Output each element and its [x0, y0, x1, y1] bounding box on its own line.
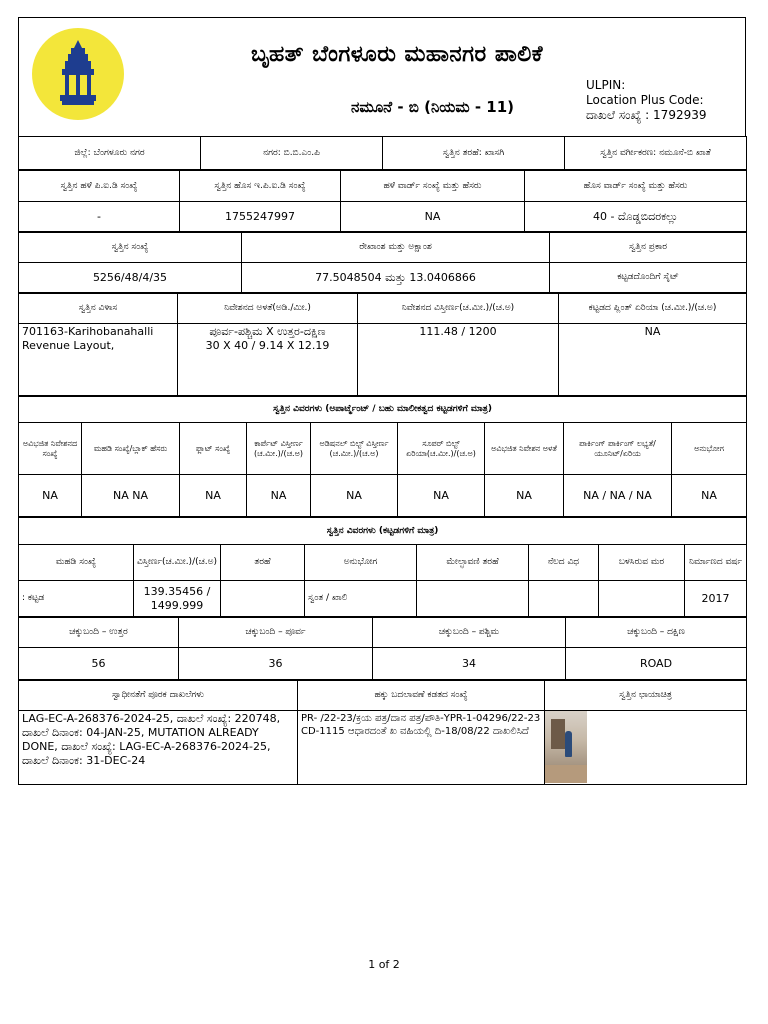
apt-value-floor-block: NA NA: [82, 475, 180, 517]
boundary-south-value: ROAD: [566, 648, 747, 680]
page-title: ಬೃಹತ್ ಬೆಂಗಳೂರು ಮಹಾನಗರ ಪಾಲಿಕೆ: [251, 42, 544, 67]
coordinates-header: ರೇಖಾಂಶ ಮತ್ತು ಅಕ್ಷಾಂಶ: [242, 233, 550, 263]
classification-cell: ಸ್ವತ್ತಿನ ವರ್ಗೀಕರಣ: ನಮೂನೆ-ಬಿ ಖಾತೆ: [565, 137, 747, 170]
property-type-cell: ಸ್ವತ್ತಿನ ತರಹೆ: ಖಾಸಗಿ: [383, 137, 565, 170]
apt-value-parking: NA / NA / NA: [564, 475, 672, 517]
plinth-area-value: NA: [559, 324, 747, 396]
apt-value-super-built: NA: [398, 475, 485, 517]
property-number-table: [18, 232, 747, 293]
old-pid-header: ಸ್ವತ್ತಿನ ಹಳೆ ಪಿ.ಐ.ಡಿ ಸಂಖ್ಯೆ: [19, 171, 180, 202]
page-number: 1 of 2: [368, 958, 400, 971]
documents-table: [18, 680, 747, 785]
ulpin-label: ULPIN:: [586, 78, 626, 92]
new-ward-value: 40 - ದೊಡ್ಡಬಿದರಕಲ್ಲು: [525, 202, 747, 232]
bld-value-roof: [417, 581, 529, 617]
property-photo-header: ಸ್ವತ್ತಿನ ಛಾಯಾಚಿತ್ರ: [545, 681, 747, 711]
apt-header-usage: ಅನುಭೋಗ: [672, 423, 747, 475]
location-plus-code-label: Location Plus Code:: [586, 93, 704, 107]
plinth-area-header: ಕಟ್ಟಡದ ಪ್ಲಿಂತ್ ಏರಿಯಾ (ಚ.ಮೀ.)/(ಚ.ಅ): [559, 294, 747, 324]
property-number-value: 5256/48/4/35: [19, 263, 242, 293]
boundary-west-value: 34: [373, 648, 566, 680]
apt-header-parking: ಪಾರ್ಕಿಂಗ್ ಪಾರ್ಕಿಂಗ್ ಲಭ್ಯತೆ/ಯೂನಿಟ್/ಏರಿಯ: [564, 423, 672, 475]
document-header: [18, 17, 746, 136]
apt-value-undivided-share: NA: [485, 475, 564, 517]
old-ward-value: NA: [341, 202, 525, 232]
site-area-value: 111.48 / 1200: [358, 324, 559, 396]
mutation-file-value: PR- /22-23/ಕ್ರಯ ಪತ್ರ/ದಾನ ಪತ್ರ/ಪೌತಿ-YPR-1-04296/22-23 CD-1115 ಆಧಾರದಂತೆ ಖ ವಹಿಯಲ್ಲಿ ದಿ-18/08/22 ದಾಖಲಿಸಿದೆ: [298, 711, 545, 785]
property-number-header: ಸ್ವತ್ತಿನ ಸಂಖ್ಯೆ: [19, 233, 242, 263]
dimension-measurements: 30 X 40 / 9.14 X 12.19: [205, 339, 330, 352]
building-section-title: ಸ್ವತ್ತಿನ ವಿವರಗಳು (ಕಟ್ಟಡಗಳಿಗೆ ಮಾತ್ರ): [19, 518, 747, 545]
possession-docs-value: LAG-EC-A-268376-2024-25, ದಾಖಲೆ ಸಂಖ್ಯೆ: 220748, ದಾಖಲೆ ದಿನಾಂಕ: 04-JAN-25, MUTATION ALREADY DONE, ದಾಖಲೆ ಸಂಖ್ಯೆ: LAG-EC-A-268376-2024-25, ದಾಖಲೆ ದಿನಾಂಕ: 31-DEC-24: [19, 711, 298, 785]
boundaries-table: [18, 617, 747, 680]
apt-value-carpet-area: NA: [247, 475, 311, 517]
bld-header-floor-type: ನೆಲದ ವಿಧ: [529, 545, 599, 581]
site-dimension-header: ನಿವೇಶನದ ಅಳತೆ(ಅಡಿ./ಮೀ.): [178, 294, 358, 324]
apt-value-additional-built: NA: [311, 475, 398, 517]
bld-value-floor: : ಕಟ್ಟಡ: [19, 581, 134, 617]
bld-value-wood: [599, 581, 685, 617]
district-cell: ಜಿಲ್ಲೆ: ಬೆಂಗಳೂರು ನಗರ: [19, 137, 201, 170]
new-ward-header: ಹೊಸ ವಾರ್ಡ್ ಸಂಖ್ಯೆ ಮತ್ತು ಹೆಸರು: [525, 171, 747, 202]
bbmp-logo: [32, 28, 124, 120]
bld-value-floor-type: [529, 581, 599, 617]
old-pid-value: -: [19, 202, 180, 232]
location-table: [18, 136, 747, 170]
property-photo: [545, 711, 587, 783]
apt-header-undivided-site-no: ಅವಿಭಜಿತ ನಿವೇಶನದ ಸಂಖ್ಯೆ: [19, 423, 82, 475]
site-table: [18, 293, 747, 396]
apt-value-usage: NA: [672, 475, 747, 517]
apt-header-super-built: ಸೂಪರ್ ಬಿಲ್ಟ್ ಏರಿಯಾ(ಚ.ಮೀ.)/(ಚ.ಅ): [398, 423, 485, 475]
apartment-section-title: ಸ್ವತ್ತಿನ ವಿವರಗಳು (ಅಪಾರ್ಟ್ಮೆಂಟ್ / ಬಹು ಮಾಲೀಕತ್ವದ ಕಟ್ಟಡಗಳಿಗೆ ಮಾತ್ರ): [19, 397, 747, 423]
record-number-row: [586, 108, 707, 123]
apt-header-carpet-area: ಕಾರ್ಪೆಟ್ ವಿಸ್ತೀರ್ಣ (ಚ.ಮೀ.)/(ಚ.ಅ): [247, 423, 311, 475]
bld-value-area: 139.35456 / 1499.999: [134, 581, 221, 617]
coordinates-value: 77.5048504 ಮತ್ತು 13.0406866: [242, 263, 550, 293]
temple-emblem-icon: [60, 40, 96, 106]
bld-header-wood: ಬಳಸಿರುವ ಮರ: [599, 545, 685, 581]
bld-header-area: ವಿಸ್ತೀರ್ಣ(ಚ.ಮೀ.)/(ಚ.ಅ): [134, 545, 221, 581]
new-epid-header: ಸ್ವತ್ತಿನ ಹೊಸ ಇ.ಪಿ.ಐ.ಡಿ ಸಂಖ್ಯೆ: [180, 171, 341, 202]
bld-header-year: ನಿರ್ಮಾಣದ ವರ್ಷ: [685, 545, 747, 581]
address-value: 701163-Karihobanahalli Revenue Layout,: [19, 324, 178, 396]
record-number-label: ದಾಖಲೆ ಸಂಖ್ಯೆ :: [586, 108, 650, 122]
apartment-table: [18, 396, 747, 517]
bld-header-usage: ಅನುಭೋಗ: [305, 545, 417, 581]
building-table: [18, 517, 747, 617]
apt-value-undivided-site-no: NA: [19, 475, 82, 517]
property-kind-value: ಕಟ್ಟಡದೊಂದಿಗೆ ಸೈಟ್: [550, 263, 747, 293]
boundary-south-header: ಚಕ್ಕುಬಂದಿ – ದಕ್ಷಿಣ: [566, 618, 747, 648]
bld-value-type: [221, 581, 305, 617]
possession-docs-header: ಸ್ವಾಧೀನತೆಗೆ ಪೂರಕ ದಾಖಲೆಗಳು: [19, 681, 298, 711]
bld-header-roof: ಮೇಲ್ಛಾವಣಿ ತರಹೆ: [417, 545, 529, 581]
bld-header-floor: ಮಹಡಿ ಸಂಖ್ಯೆ: [19, 545, 134, 581]
apt-header-undivided-share: ಅವಿಭಜಿತ ನಿವೇಶನ ಅಳತೆ: [485, 423, 564, 475]
photo-steps: [545, 765, 587, 783]
form-b-document: [18, 17, 746, 785]
record-number-value: 1792939: [653, 108, 707, 122]
form-subtitle: ನಮೂನೆ - ಬಿ (ನಿಯಮ - 11): [351, 98, 515, 116]
dimension-direction-label: ಪೂರ್ವ-ಪಶ್ಚಿಮ X ಉತ್ತರ-ದಕ್ಷಿಣ: [209, 325, 326, 338]
boundary-north-value: 56: [19, 648, 179, 680]
photo-person: [565, 731, 572, 757]
apt-value-flat-no: NA: [180, 475, 247, 517]
city-cell: ನಗರ: ಬಿ.ಬಿ.ಎಂ.ಪಿ: [201, 137, 383, 170]
site-dimension-value: [178, 324, 358, 396]
new-epid-value: 1755247997: [180, 202, 341, 232]
boundary-north-header: ಚಕ್ಕುಬಂದಿ – ಉತ್ತರ: [19, 618, 179, 648]
address-header: ಸ್ವತ್ತಿನ ವಿಳಾಸ: [19, 294, 178, 324]
site-area-header: ನಿವೇಶನದ ವಿಸ್ತೀರ್ಣ(ಚ.ಮೀ.)/(ಚ.ಅ): [358, 294, 559, 324]
boundary-east-value: 36: [179, 648, 373, 680]
apt-header-flat-no: ಫ್ಲಾಟ್ ಸಂಖ್ಯೆ: [180, 423, 247, 475]
bld-header-type: ತರಹೆ: [221, 545, 305, 581]
boundary-east-header: ಚಕ್ಕುಬಂದಿ – ಪೂರ್ವ: [179, 618, 373, 648]
record-meta: [586, 78, 707, 123]
property-photo-cell: [545, 711, 747, 785]
property-kind-header: ಸ್ವತ್ತಿನ ಪ್ರಕಾರ: [550, 233, 747, 263]
pid-table: [18, 170, 747, 232]
bld-value-usage: ಸ್ವಂತ / ಖಾಲಿ: [305, 581, 417, 617]
boundary-west-header: ಚಕ್ಕುಬಂದಿ – ಪಶ್ಚಿಮ: [373, 618, 566, 648]
bld-value-year: 2017: [685, 581, 747, 617]
apt-header-floor-block: ಮಹಡಿ ಸಂಖ್ಯೆ/ಬ್ಲಾಕ್ ಹೆಸರು: [82, 423, 180, 475]
apt-header-additional-built: ಅಡಿಷನಲ್ ಬಿಲ್ಟ್ ವಿಸ್ತೀರ್ಣ (ಚ.ಮೀ.)/(ಚ.ಅ): [311, 423, 398, 475]
old-ward-header: ಹಳೆ ವಾರ್ಡ್ ಸಂಖ್ಯೆ ಮತ್ತು ಹೆಸರು: [341, 171, 525, 202]
photo-doorway: [551, 719, 565, 749]
mutation-file-header: ಹಕ್ಕು ಬದಲಾವಣೆ ಕಡತದ ಸಂಖ್ಯೆ: [298, 681, 545, 711]
